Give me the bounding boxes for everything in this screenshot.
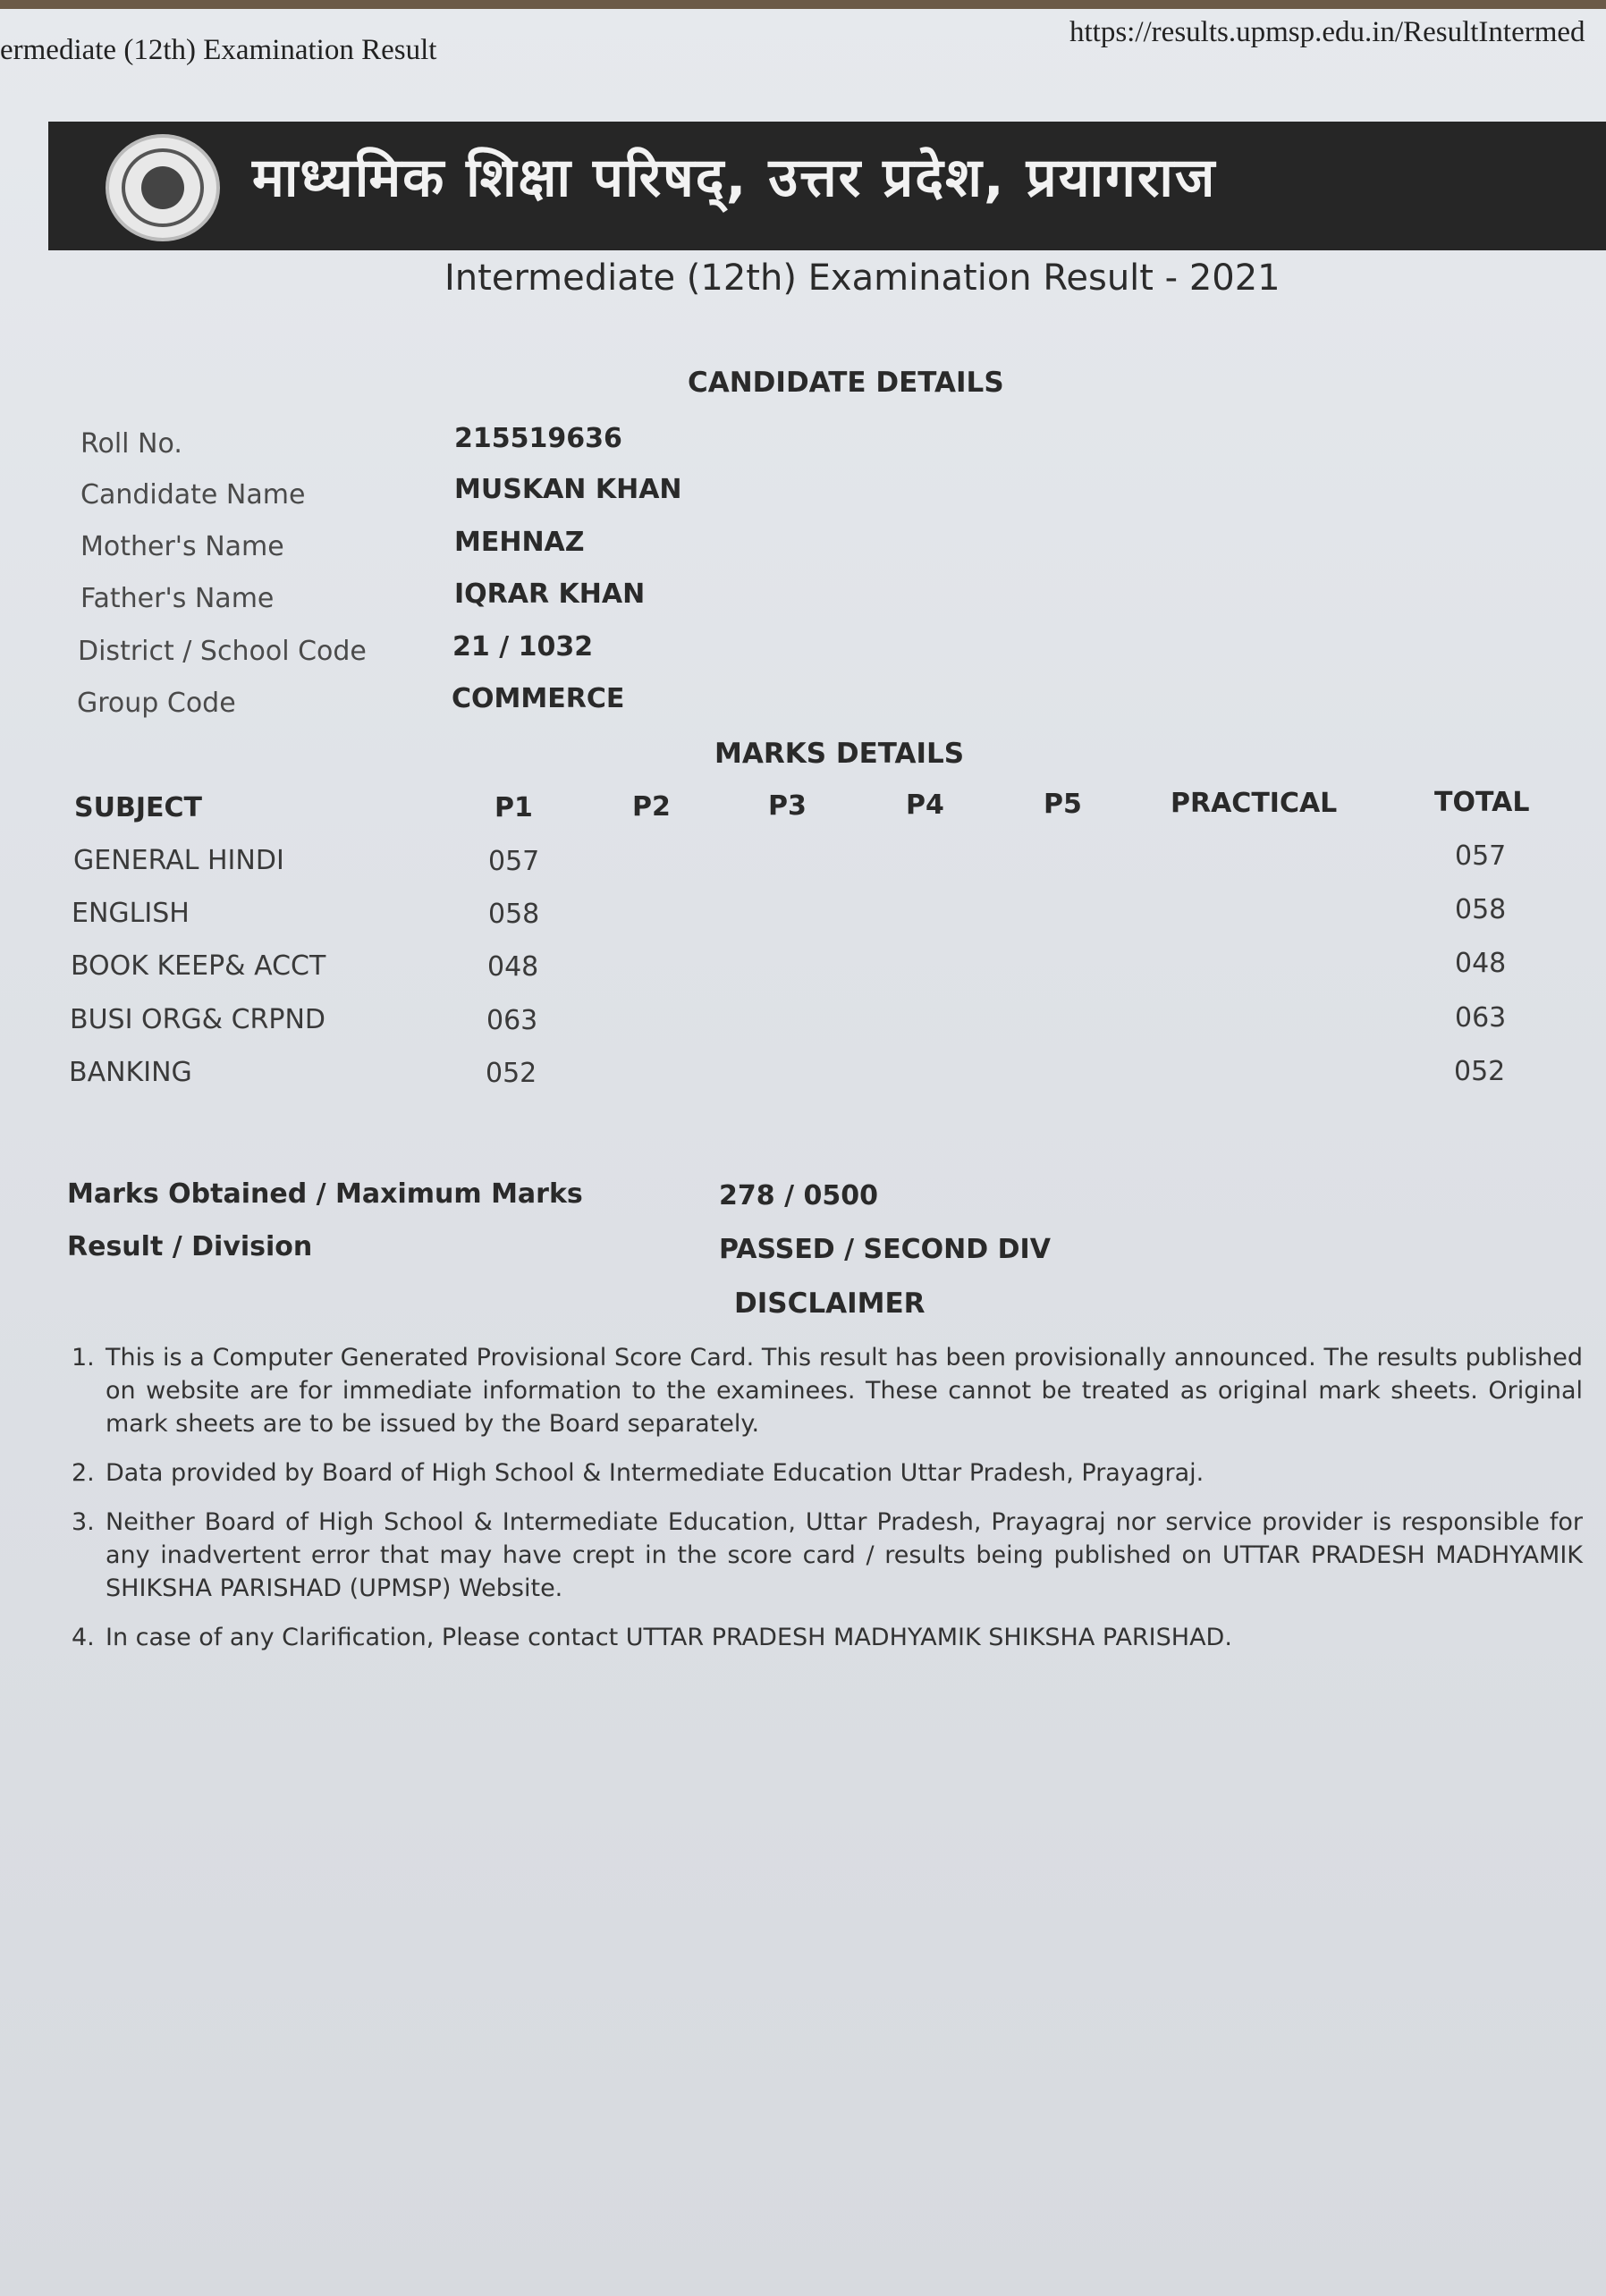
disclaimer-item-number: 3. — [72, 1508, 95, 1536]
disclaimer-list — [63, 1341, 1583, 1670]
result-division-label: Result / Division — [67, 1231, 313, 1262]
marks-details-heading: MARKS DETAILS — [714, 738, 965, 770]
marks-obtained-label: Marks Obtained / Maximum Marks — [67, 1178, 583, 1210]
disclaimer-item-number: 1. — [72, 1344, 95, 1372]
p1-cell: 052 — [486, 1058, 537, 1089]
candidate-name-label: Candidate Name — [80, 479, 306, 511]
marks-obtained-value: 278 / 0500 — [719, 1180, 878, 1211]
disclaimer-item — [63, 1621, 1583, 1654]
p1-cell: 048 — [487, 951, 539, 983]
disclaimer-item — [63, 1506, 1583, 1605]
total-cell: 057 — [1455, 840, 1507, 872]
subject-cell: BANKING — [69, 1057, 192, 1088]
group-code-label: Group Code — [77, 688, 236, 719]
disclaimer-item — [63, 1456, 1583, 1490]
mothers-name-label: Mother's Name — [80, 531, 284, 562]
print-header-title: ermediate (12th) Examination Result — [0, 34, 437, 66]
column-header-p4: P4 — [906, 789, 944, 821]
fathers-name-value: IQRAR KHAN — [454, 578, 646, 610]
column-header-subject: SUBJECT — [74, 792, 202, 823]
page-title: Intermediate (12th) Examination Result - 2021 — [444, 257, 1281, 299]
mothers-name-value: MEHNAZ — [454, 527, 585, 558]
district-school-code-value: 21 / 1032 — [452, 631, 594, 663]
disclaimer-item-text: In case of any Clarification, Please contact UTTAR PRADESH MADHYAMIK SHIKSHA PARISHAD. — [106, 1624, 1232, 1651]
total-cell: 048 — [1455, 948, 1507, 979]
subject-cell: GENERAL HINDI — [73, 845, 284, 876]
p1-cell: 063 — [486, 1005, 538, 1036]
column-header-p1: P1 — [494, 792, 533, 823]
photo-background-strip — [0, 0, 1606, 9]
subject-cell: BUSI ORG& CRPND — [70, 1004, 326, 1035]
disclaimer-item-text: Data provided by Board of High School & Intermediate Education Uttar Pradesh, Prayagraj. — [106, 1459, 1204, 1487]
total-cell: 058 — [1455, 894, 1507, 925]
total-cell: 052 — [1454, 1056, 1506, 1087]
roll-no-label: Roll No. — [80, 428, 182, 460]
subject-cell: BOOK KEEP& ACCT — [71, 950, 326, 982]
candidate-details-heading: CANDIDATE DETAILS — [688, 367, 1004, 399]
disclaimer-item-text: This is a Computer Generated Provisional Score Card. This result has been provisionally announced. The results published on website are for immediate information to the examinees. These cannot be treated as original mark sheets. Original mark sheets are to be issued by the Board separately. — [106, 1344, 1583, 1438]
fathers-name-label: Father's Name — [80, 583, 275, 614]
upmsp-emblem-icon — [106, 134, 220, 241]
disclaimer-item-text: Neither Board of High School & Intermediate Education, Uttar Pradesh, Prayagraj nor service provider is responsible for any inadvertent error that may have crept in the score card / results being published on UTTAR PRADESH MADHYAMIK SHIKSHA PARISHAD (UPMSP) Website. — [106, 1508, 1583, 1602]
emblem-core — [141, 166, 184, 209]
result-division-value: PASSED / SECOND DIV — [719, 1234, 1051, 1265]
p1-cell: 058 — [488, 899, 540, 930]
board-name-hindi: माध्यमिक शिक्षा परिषद्, उत्तर प्रदेश, प्रयागराज — [252, 147, 1217, 209]
p1-cell: 057 — [488, 846, 540, 877]
column-header-p2: P2 — [632, 791, 671, 823]
candidate-name-value: MUSKAN KHAN — [454, 474, 682, 505]
district-school-code-label: District / School Code — [78, 636, 367, 667]
column-header-total: TOTAL — [1434, 787, 1530, 818]
disclaimer-item — [63, 1341, 1583, 1440]
column-header-practical: PRACTICAL — [1171, 788, 1338, 819]
column-header-p3: P3 — [768, 790, 807, 822]
disclaimer-heading: DISCLAIMER — [734, 1287, 926, 1320]
column-header-p5: P5 — [1044, 789, 1082, 820]
print-header-url: https://results.upmsp.edu.in/ResultIntermed — [1069, 16, 1585, 48]
subject-cell: ENGLISH — [72, 898, 190, 929]
roll-no-value: 215519636 — [454, 423, 622, 454]
disclaimer-item-number: 2. — [72, 1459, 95, 1487]
total-cell: 063 — [1455, 1002, 1507, 1034]
disclaimer-item-number: 4. — [72, 1624, 95, 1651]
group-code-value: COMMERCE — [452, 683, 625, 714]
